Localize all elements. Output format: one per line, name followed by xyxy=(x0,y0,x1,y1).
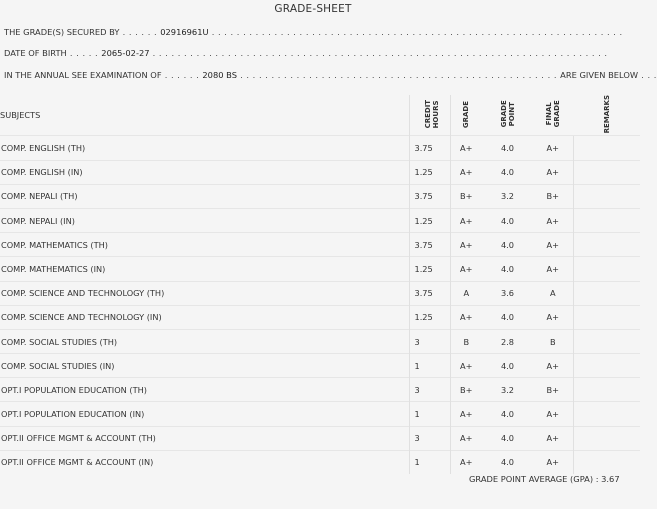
final-grade-header: FINAL GRADE xyxy=(545,100,561,128)
table-header-row xyxy=(0,95,640,136)
exam-value: 2080 BS xyxy=(202,70,237,80)
subject-cell: OPT.I POPULATION EDUCATION (IN) xyxy=(0,402,409,426)
grade-cell: A+ xyxy=(450,208,482,232)
credit-cell: 1.25 xyxy=(409,257,450,281)
grade-point-cell: 4.0 xyxy=(482,402,533,426)
remarks-cell xyxy=(573,257,640,281)
subjects-header: SUBJECTS xyxy=(0,110,41,121)
final-grade-cell: A+ xyxy=(533,208,573,232)
remarks-cell xyxy=(573,305,640,329)
grade-point-cell: 4.0 xyxy=(482,233,533,257)
final-grade-cell: B+ xyxy=(533,378,573,402)
grade-point-cell: 4.0 xyxy=(482,426,533,450)
grade-point-cell: 4.0 xyxy=(482,208,533,232)
secured-by-value: 02916961U xyxy=(160,27,209,37)
grade-cell: A+ xyxy=(450,160,482,184)
table-row xyxy=(0,378,640,402)
final-grade-cell: A+ xyxy=(533,402,573,426)
remarks-cell xyxy=(573,160,640,184)
table-row xyxy=(0,402,640,426)
credit-cell: 1.25 xyxy=(409,160,450,184)
subject-cell: OPT.II OFFICE MGMT & ACCOUNT (TH) xyxy=(0,426,409,450)
grade-cell: A+ xyxy=(450,305,482,329)
table-row xyxy=(0,208,640,232)
subject-cell: COMP. ENGLISH (IN) xyxy=(0,160,409,184)
credit-cell: 1.25 xyxy=(409,305,450,329)
remarks-cell xyxy=(573,329,640,353)
grade-point-cell: 4.0 xyxy=(482,136,533,160)
grade-point-cell: 3.6 xyxy=(482,281,533,305)
grade-cell: A+ xyxy=(450,257,482,281)
grade-point-cell: 4.0 xyxy=(482,354,533,378)
table-row xyxy=(0,136,640,160)
table-row xyxy=(0,233,640,257)
table-row xyxy=(0,305,640,329)
remarks-cell xyxy=(573,378,640,402)
remarks-cell xyxy=(573,233,640,257)
grade-point-cell: 4.0 xyxy=(482,305,533,329)
grade-header: GRADE xyxy=(462,100,471,128)
exam-suffix: ARE GIVEN BELOW xyxy=(560,70,639,80)
final-grade-cell: A xyxy=(533,281,573,305)
credit-cell: 1 xyxy=(409,354,450,378)
subject-cell: COMP. NEPALI (TH) xyxy=(0,184,409,208)
remarks-cell xyxy=(573,426,640,450)
grade-cell: A+ xyxy=(450,136,482,160)
table-row xyxy=(0,329,640,353)
remarks-cell xyxy=(573,450,640,474)
remarks-cell xyxy=(573,136,640,160)
grade-cell: A+ xyxy=(450,233,482,257)
credit-cell: 3.75 xyxy=(409,136,450,160)
exam-line: IN THE ANNUAL SEE EXAMINATION OF . . . . . . 2080 BS . . . . . . . . . . . . . . . . . . . . . . . . . . . . . . . . . . . . . . . . . . . . . . . . . . . ARE GIVEN BELOW . . . xyxy=(4,70,657,80)
final-grade-cell: A+ xyxy=(533,257,573,281)
remarks-cell xyxy=(573,354,640,378)
grades-table xyxy=(0,95,640,474)
grade-cell: B xyxy=(450,329,482,353)
credit-cell: 3.75 xyxy=(409,184,450,208)
grade-cell: A+ xyxy=(450,354,482,378)
dob-line: DATE OF BIRTH . . . . . 2065-02-27 . . . . . . . . . . . . . . . . . . . . . . . . . . . . . . . . . . . . . . . . . . . . . . . . . . . . . . . . . . . . . . . . . . . . . . . . . xyxy=(4,48,608,58)
subject-cell: COMP. SOCIAL STUDIES (TH) xyxy=(0,329,409,353)
grade-point-cell: 4.0 xyxy=(482,450,533,474)
remarks-cell xyxy=(573,184,640,208)
remarks-cell xyxy=(573,402,640,426)
grade-cell: A+ xyxy=(450,450,482,474)
table-row xyxy=(0,281,640,305)
credit-cell: 3.75 xyxy=(409,233,450,257)
dob-value: 2065-02-27 xyxy=(101,48,150,58)
page-title: GRADE-SHEET xyxy=(274,3,352,15)
table-row xyxy=(0,354,640,378)
table-row xyxy=(0,257,640,281)
final-grade-cell: A+ xyxy=(533,450,573,474)
final-grade-cell: A+ xyxy=(533,354,573,378)
credit-cell: 1.25 xyxy=(409,208,450,232)
credit-cell: 3.75 xyxy=(409,281,450,305)
credit-cell: 3 xyxy=(409,426,450,450)
grade-cell: A+ xyxy=(450,426,482,450)
table-row xyxy=(0,426,640,450)
credit-cell: 1 xyxy=(409,450,450,474)
subject-cell: COMP. MATHEMATICS (IN) xyxy=(0,257,409,281)
grade-point-cell: 4.0 xyxy=(482,257,533,281)
table-row xyxy=(0,184,640,208)
remarks-header: REMARKS xyxy=(602,95,611,134)
subject-cell: COMP. MATHEMATICS (TH) xyxy=(0,233,409,257)
table-row xyxy=(0,160,640,184)
grade-cell: A xyxy=(450,281,482,305)
grade-point-cell: 3.2 xyxy=(482,184,533,208)
credit-cell: 3 xyxy=(409,378,450,402)
secured-by-line: THE GRADE(S) SECURED BY . . . . . . 02916961U . . . . . . . . . . . . . . . . . . . . . . . . . . . . . . . . . . . . . . . . . . . . . . . . . . . . . . . . . . . . . . . . . . xyxy=(4,27,623,37)
grade-point-header: GRADE POINT xyxy=(499,100,516,128)
gpa-summary: GRADE POINT AVERAGE (GPA) : 3.67 xyxy=(469,474,620,484)
final-grade-cell: B+ xyxy=(533,184,573,208)
final-grade-cell: A+ xyxy=(533,160,573,184)
grade-point-cell: 4.0 xyxy=(482,160,533,184)
subject-cell: OPT.I POPULATION EDUCATION (TH) xyxy=(0,378,409,402)
table-row xyxy=(0,450,640,474)
subject-cell: COMP. ENGLISH (TH) xyxy=(0,136,409,160)
subject-cell: COMP. SCIENCE AND TECHNOLOGY (IN) xyxy=(0,305,409,329)
credit-cell: 1 xyxy=(409,402,450,426)
grade-point-cell: 3.2 xyxy=(482,378,533,402)
grade-cell: A+ xyxy=(450,402,482,426)
grade-cell: B+ xyxy=(450,378,482,402)
subject-cell: OPT.II OFFICE MGMT & ACCOUNT (IN) xyxy=(0,450,409,474)
subject-cell: COMP. NEPALI (IN) xyxy=(0,208,409,232)
remarks-cell xyxy=(573,208,640,232)
grade-cell: B+ xyxy=(450,184,482,208)
exam-label: IN THE ANNUAL SEE EXAMINATION OF xyxy=(4,70,162,80)
grade-point-cell: 2.8 xyxy=(482,329,533,353)
credit-cell: 3 xyxy=(409,329,450,353)
subject-cell: COMP. SOCIAL STUDIES (IN) xyxy=(0,354,409,378)
final-grade-cell: A+ xyxy=(533,305,573,329)
secured-by-label: THE GRADE(S) SECURED BY xyxy=(4,27,120,37)
subject-cell: COMP. SCIENCE AND TECHNOLOGY (TH) xyxy=(0,281,409,305)
final-grade-cell: A+ xyxy=(533,136,573,160)
remarks-cell xyxy=(573,281,640,305)
credit-hours-header: CREDIT HOURS xyxy=(409,95,450,136)
final-grade-cell: A+ xyxy=(533,426,573,450)
dob-label: DATE OF BIRTH xyxy=(4,48,67,58)
final-grade-cell: A+ xyxy=(533,233,573,257)
final-grade-cell: B xyxy=(533,329,573,353)
